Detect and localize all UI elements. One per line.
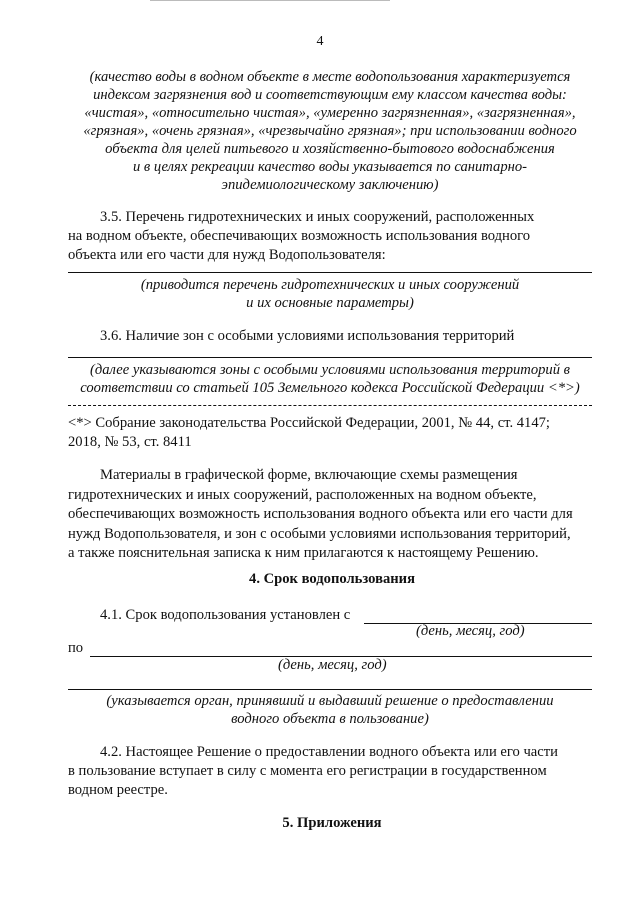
note-3-6	[68, 361, 592, 397]
po-label: по	[68, 640, 84, 656]
blank-line-3-5	[68, 272, 592, 273]
section-4-2	[68, 743, 596, 800]
note-3-6-line: (далее указываются зоны с особыми условиями использования территорий в	[89, 362, 571, 378]
scan-edge	[150, 0, 390, 1]
section-3-5-line: объекта или его части для нужд Водопользователя:	[68, 247, 386, 263]
quality-note-line: индексом загрязнения вод и соответствующим ему классом качества воды:	[93, 87, 567, 103]
section-3-5-line: 3.5. Перечень гидротехнических и иных сооружений, расположенных	[100, 209, 535, 225]
note-3-5	[68, 276, 592, 312]
note-3-5-line: и их основные параметры)	[246, 295, 414, 311]
quality-note-line: «чистая», «относительно чистая», «умеренно загрязненная», «загрязненная»,	[84, 105, 576, 121]
section-4-2-line: в пользование вступает в силу с момента его регистрации в государственном	[68, 763, 547, 779]
quality-note-line: объекта для целей питьевого и хозяйственно-бытового водоснабжения	[105, 141, 555, 157]
authority-line[interactable]	[68, 689, 592, 690]
quality-note-line: (качество воды в водном объекте в месте водопользования характеризуется	[89, 69, 571, 85]
date-hint-start: (день, месяц, год)	[416, 623, 525, 639]
section-3-5	[68, 208, 596, 265]
page-number: 4	[316, 34, 324, 49]
materials-paragraph	[68, 466, 596, 564]
date-hint-end: (день, месяц, год)	[278, 657, 387, 673]
authority-note-line: водного объекта в пользование)	[231, 711, 429, 727]
materials-line: нужд Водопользователя, и зон с особыми условиями использования территорий,	[68, 525, 571, 542]
section-3-5-line: на водном объекте, обеспечивающих возможность использования водного	[68, 228, 531, 244]
footnote-line: <*> Собрание законодательства Российской Федерации, 2001, № 44, ст. 4147;	[68, 415, 550, 431]
heading-5: 5. Приложения	[282, 815, 382, 831]
quality-note-line: «грязная», «очень грязная», «чрезвычайно грязная»; при использовании водного	[83, 123, 577, 139]
materials-line: а также пояснительная записка к ним прилагаются к настоящему Решению.	[68, 545, 539, 561]
footnote	[68, 414, 596, 452]
note-3-6-line: соответствии со статьей 105 Земельного кодекса Российской Федерации <*>)	[80, 380, 580, 396]
materials-line: гидротехнических и иных сооружений, расположенных на водном объекте,	[68, 486, 537, 503]
authority-note	[68, 692, 592, 728]
section-4-2-line: 4.2. Настоящее Решение о предоставлении водного объекта или его части	[100, 744, 558, 760]
authority-note-line: (указывается орган, принявший и выдавший решение о предоставлении	[106, 693, 554, 709]
note-3-5-line: (приводится перечень гидротехнических и иных сооружений	[140, 277, 520, 293]
materials-line: обеспечивающих возможность использования водного объекта или его части для	[68, 506, 573, 522]
quality-note-line: и в целях рекреации качество воды указывается по санитарно-	[132, 159, 528, 175]
section-4-1: 4.1. Срок водопользования установлен с	[100, 607, 351, 623]
quality-note-line: эпидемиологическому заключению)	[221, 177, 439, 193]
quality-note	[64, 68, 596, 194]
section-3-6: 3.6. Наличие зон с особыми условиями использования территорий	[100, 328, 515, 344]
materials-line: Материалы в графической форме, включающие схемы размещения	[100, 467, 518, 483]
blank-line-3-6	[68, 357, 592, 358]
section-4-2-line: водном реестре.	[68, 782, 168, 798]
footnote-separator	[68, 405, 592, 406]
footnote-line: 2018, № 53, ст. 8411	[68, 434, 192, 450]
heading-4: 4. Срок водопользования	[249, 571, 415, 587]
